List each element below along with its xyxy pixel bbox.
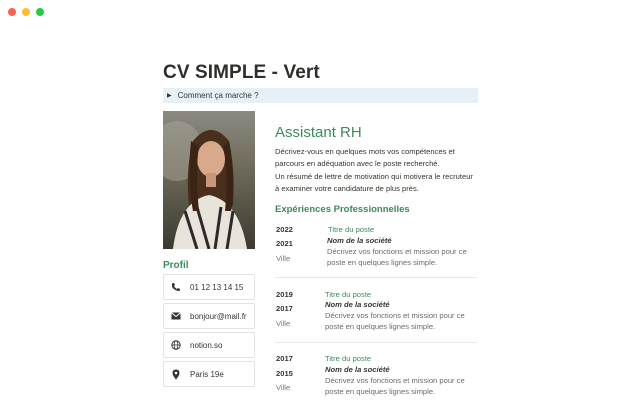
intro-paragraph-2: Un résumé de lettre de motivation qui motivera le recruteur à examiner votre candidature de plus près. — [275, 172, 473, 193]
profile-heading: Profil — [163, 260, 189, 271]
phone-icon — [170, 281, 182, 293]
experience-job-title: Titre du poste — [325, 354, 372, 363]
experience-company: Nom de la société — [325, 300, 390, 309]
contact-email-text: bonjour@mail.fr — [190, 311, 247, 321]
contact-location-text: Paris 19e — [190, 369, 224, 379]
how-it-works-toggle[interactable] — [163, 88, 478, 103]
experience-description: Décrivez vos fonctions et mission pour ce poste en quelques lignes simple. — [327, 247, 467, 267]
experience-city: Ville — [276, 254, 291, 263]
location-pin-icon — [170, 368, 182, 380]
experience-company: Nom de la société — [325, 365, 390, 374]
contact-website-text: notion.so — [190, 340, 223, 350]
experience-city: Ville — [276, 383, 291, 392]
contact-location[interactable] — [163, 361, 255, 387]
experience-description: Décrivez vos fonctions et mission pour ce poste en quelques lignes simple. — [325, 311, 465, 331]
experience-year-start: 2021 — [276, 239, 293, 248]
experience-job-title: Titre du poste — [325, 290, 372, 299]
experience-heading: Expériences Professionnelles — [275, 204, 410, 215]
divider — [275, 342, 477, 343]
profile-photo — [163, 111, 255, 249]
experience-job-title: Titre du poste — [328, 225, 375, 234]
minimize-window-button[interactable] — [22, 8, 30, 16]
experience-year-start: 2015 — [276, 369, 293, 378]
zoom-window-button[interactable] — [36, 8, 44, 16]
experience-year-end: 2022 — [276, 225, 293, 234]
experience-description: Décrivez vos fonctions et mission pour ce poste en quelques lignes simple. — [325, 376, 465, 396]
experience-year-start: 2017 — [276, 304, 293, 313]
job-role-title: Assistant RH — [275, 124, 362, 141]
window-controls — [8, 8, 44, 16]
mail-icon — [170, 310, 182, 322]
experience-company: Nom de la société — [327, 236, 392, 245]
intro-paragraph-1: Décrivez-vous en quelques mots vos compétences et parcours en adéquation avec le poste recherché. — [275, 147, 455, 168]
close-window-button[interactable] — [8, 8, 16, 16]
page-title: CV SIMPLE - Vert — [163, 62, 320, 83]
experience-year-end: 2017 — [276, 354, 293, 363]
experience-city: Ville — [276, 319, 291, 328]
contact-email[interactable] — [163, 303, 255, 329]
experience-year-end: 2019 — [276, 290, 293, 299]
contact-phone[interactable] — [163, 274, 255, 300]
globe-icon — [170, 339, 182, 351]
toggle-triangle-icon[interactable]: ▶ — [167, 92, 172, 99]
toggle-label: Comment ça marche ? — [177, 91, 259, 100]
contact-phone-text: 01 12 13 14 15 — [190, 282, 244, 292]
divider — [275, 277, 477, 278]
contact-website[interactable] — [163, 332, 255, 358]
